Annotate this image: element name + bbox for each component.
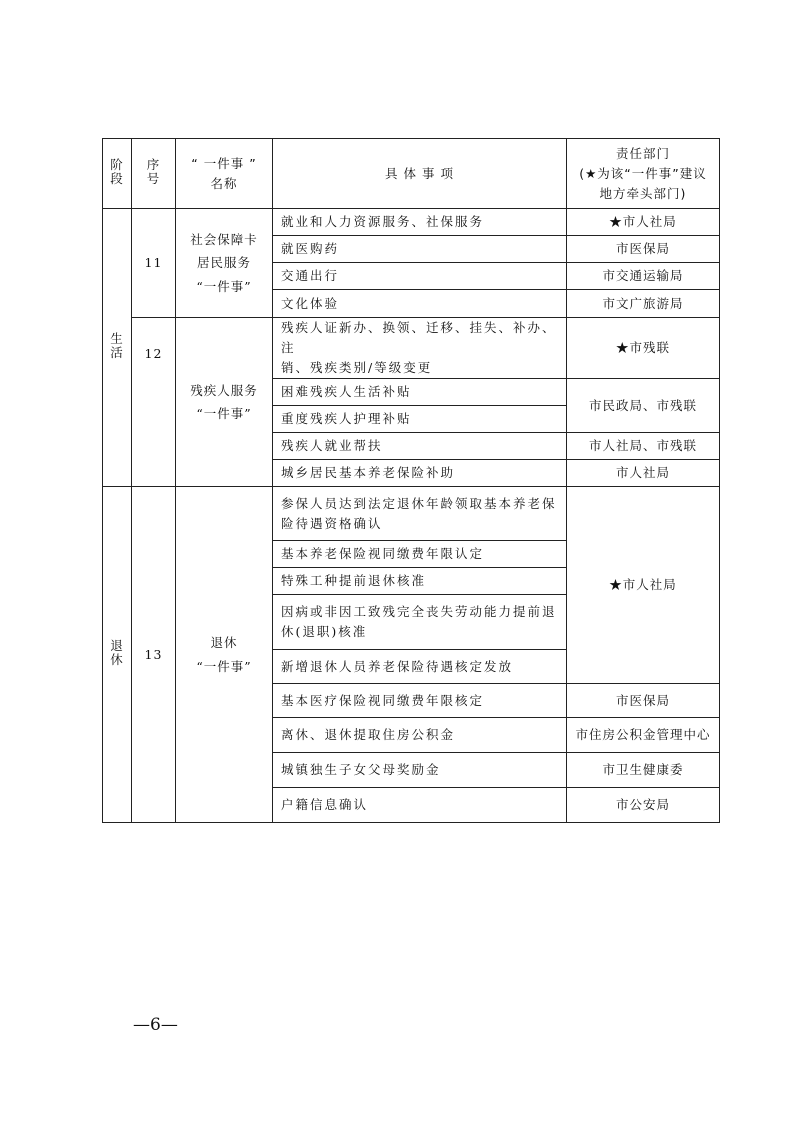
item-cell: 因病或非因工致残完全丧失劳动能力提前退 休(退职)核准 [273, 595, 567, 650]
dept-cell: 市医保局 [567, 684, 720, 718]
document-page [102, 138, 719, 818]
dept-cell: 市文广旅游局 [567, 290, 720, 318]
dept-cell: 市卫生健康委 [567, 753, 720, 788]
page-number: —6— [133, 1015, 178, 1035]
stage-cell: 退休 [103, 487, 132, 823]
item-cell: 参保人员达到法定退休年龄领取基本养老保 险待遇资格确认 [273, 487, 567, 541]
dept-cell: 市住房公积金管理中心 [567, 718, 720, 753]
dept-cell: ★市人社局 [567, 487, 720, 684]
matter-name-cell: 残疾人服务 “一件事” [176, 318, 273, 487]
item-cell: 城乡居民基本养老保险补助 [273, 460, 567, 487]
item-cell: 基本医疗保险视同缴费年限核定 [273, 684, 567, 718]
item-cell: 就医购药 [273, 236, 567, 263]
item-cell: 重度残疾人护理补贴 [273, 406, 567, 433]
dept-cell: 市民政局、市残联 [567, 379, 720, 433]
seq-cell: 13 [132, 487, 176, 823]
dept-cell: 市医保局 [567, 236, 720, 263]
header-seq: 序号 [132, 139, 176, 209]
item-cell: 离休、退休提取住房公积金 [273, 718, 567, 753]
item-cell: 残疾人证新办、换领、迁移、挂失、补办、注 销、残疾类别/等级变更 [273, 318, 567, 379]
matter-name-cell: 退休 “一件事” [176, 487, 273, 823]
item-cell: 特殊工种提前退休核准 [273, 568, 567, 595]
table-row [103, 318, 720, 379]
item-cell: 残疾人就业帮扶 [273, 433, 567, 460]
dept-cell: ★市残联 [567, 318, 720, 379]
header-stage: 阶段 [103, 139, 132, 209]
item-cell: 文化体验 [273, 290, 567, 318]
item-cell: 基本养老保险视同缴费年限认定 [273, 541, 567, 568]
table-header-row [103, 139, 720, 209]
header-name: “ 一件事 ” 名称 [176, 139, 273, 209]
item-cell: 户籍信息确认 [273, 788, 567, 823]
table-row [103, 487, 720, 541]
matters-table [102, 138, 720, 823]
item-cell: 新增退休人员养老保险待遇核定发放 [273, 650, 567, 684]
dept-cell: 市人社局、市残联 [567, 433, 720, 460]
seq-cell: 11 [132, 209, 176, 318]
dept-cell: 市公安局 [567, 788, 720, 823]
seq-cell: 12 [132, 318, 176, 487]
dept-cell: 市交通运输局 [567, 263, 720, 290]
item-cell: 交通出行 [273, 263, 567, 290]
table-row [103, 209, 720, 236]
header-items: 具 体 事 项 [273, 139, 567, 209]
item-cell: 困难残疾人生活补贴 [273, 379, 567, 406]
stage-cell: 生活 [103, 209, 132, 487]
item-cell: 城镇独生子女父母奖励金 [273, 753, 567, 788]
dept-cell: 市人社局 [567, 460, 720, 487]
item-cell: 就业和人力资源服务、社保服务 [273, 209, 567, 236]
dept-cell: ★市人社局 [567, 209, 720, 236]
matter-name-cell: 社会保障卡 居民服务 “一件事” [176, 209, 273, 318]
header-dept: 责任部门 (★为该“一件事”建议 地方牵头部门) [567, 139, 720, 209]
